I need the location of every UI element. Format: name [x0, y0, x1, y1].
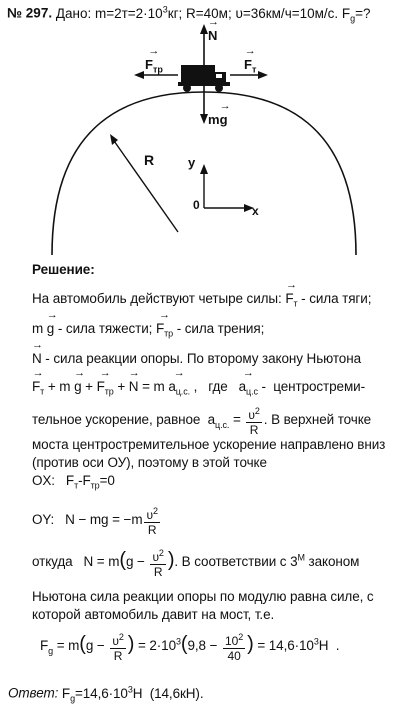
solution-line-12: которой автомобиль давит на мост, т.е.	[32, 607, 275, 622]
solution-line-1: На автомобиль действуют четыре силы: → $F_т$ - сила тяги;	[32, 291, 371, 309]
label-R: R	[144, 152, 155, 168]
label-mg: m→ g	[208, 112, 228, 127]
label-x: x	[252, 204, 259, 218]
solution-line-10: откуда N = m(g − $\frac{\upsilon^2}{R}$ ). В соответствии с $3^М$ законом	[32, 548, 360, 579]
solution-line-9: OY: N − mg = −m $\frac{\upsilon^2}{R}$	[32, 506, 158, 537]
answer-text: $F_g=14,6\cdot 10^3Н$ (14,6кН).	[61, 684, 204, 704]
problem-number: № 297.	[7, 5, 53, 21]
solution-line-4: → $F_т + m \to g$ + → $F_{тр}$ + → $N = m \to a_{ц.с.}$ , где → $a_{ц.с}$ - центростреми-	[32, 379, 365, 397]
answer-line	[8, 684, 203, 703]
label-O: 0	[193, 198, 200, 212]
solution-line-6: моста центростремительное ускорение направлено вниз	[32, 437, 386, 452]
solution-line-13: $F_g = m(g$ − $\frac{\upsilon^2}{R}$ ) = $2\cdot 10^3(9,8$ − $\frac{10^2}{40}$ ) = $14,6\cdot 10^3Н$ .	[40, 632, 340, 663]
solution-line-2: m → g - сила тяжести; → $F_{тр}$ - сила трения;	[32, 321, 264, 339]
label-N: → N	[208, 28, 217, 43]
solution-heading: Решение:	[32, 262, 95, 277]
solution-line-11: Ньютона сила реакции опоры по модулю равна силе, с	[32, 589, 374, 604]
label-Ftr: → $F_{тр}$	[145, 57, 163, 75]
physics-diagram	[0, 20, 404, 270]
solution-line-7: (против оси ОУ), поэтому в этой точке	[32, 455, 267, 470]
solution-line-8: OX: $F_т-F_{тр}=0$	[32, 473, 115, 491]
solution-line-5: тельное ускорение, равное $a_{ц.с.}$ = $\frac{\upsilon^2}{R}$ . В верхней точке	[32, 406, 372, 437]
label-y: y	[188, 155, 196, 170]
solution-line-3: → N - сила реакции опоры. По второму закону Ньютона	[32, 351, 361, 366]
answer-label: Ответ:	[8, 685, 59, 701]
given-text: Дано: $m=2т=2\cdot 10^3кг$; R=40м; υ=36км/ч=10м/с. $F_g=$?	[55, 4, 371, 24]
label-Ft: → $F_т$	[244, 57, 256, 75]
